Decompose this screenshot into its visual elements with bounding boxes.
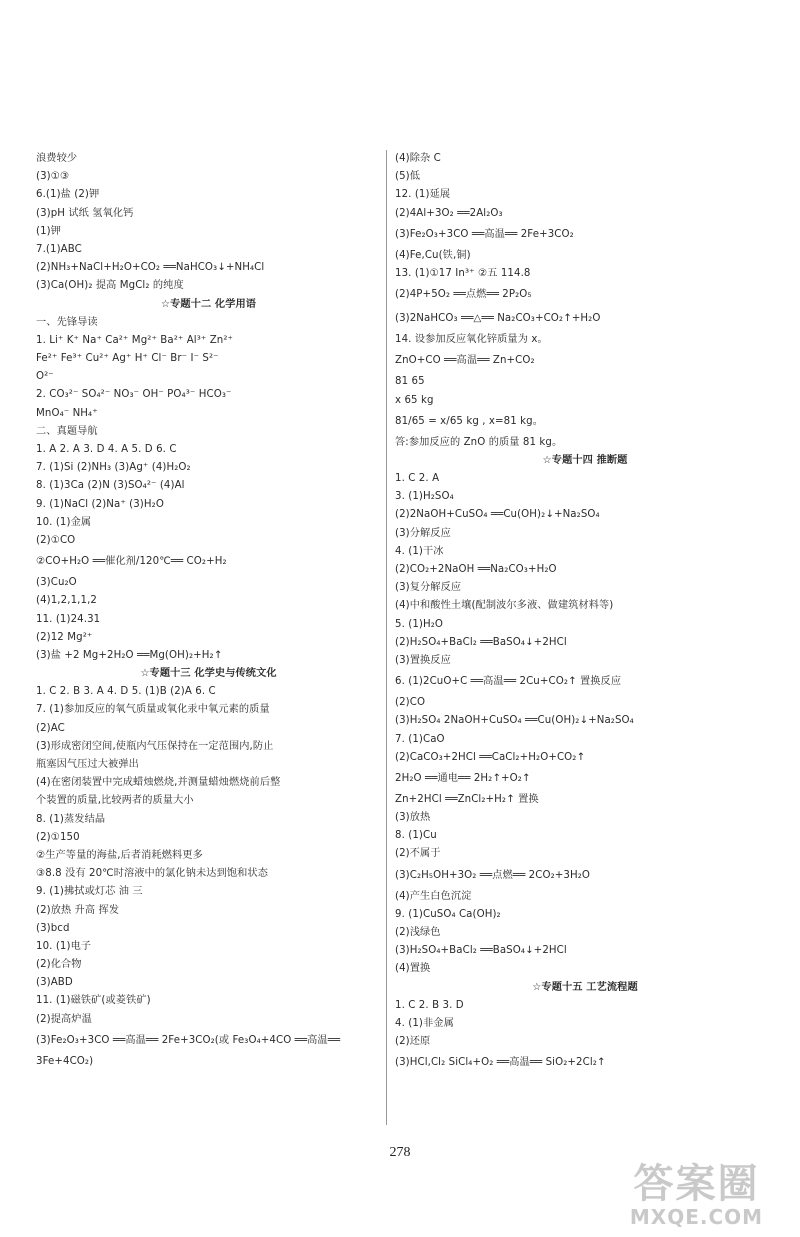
watermark-title: 答案圈 [633, 1161, 760, 1207]
answer-line: (3)分解反应 [395, 527, 451, 539]
answer-line: (3)放热 [395, 812, 431, 824]
answer-line: 1. A 2. A 3. D 4. A 5. D 6. C [36, 444, 177, 455]
answer-line: 9. (1)拂拭或灯芯 油 三 [36, 886, 143, 898]
answer-line: ③8.8 没有 20℃时溶液中的氯化钠未达到饱和状态 [36, 868, 269, 880]
answer-line: 7. (1)参加反应的氧气质量或氧化汞中氧元素的质量 [36, 704, 270, 716]
right-column [395, 150, 775, 1075]
answer-line: 81 65 [395, 376, 425, 388]
answer-line: (3)置换反应 [395, 654, 451, 666]
answer-line: (2)CO [395, 697, 426, 709]
answer-line: (2)提高炉温 [36, 1013, 92, 1025]
answer-line: 4. (1)非金属 [395, 1017, 454, 1029]
answer-line: (4)中和酸性土壤(配制波尔多液、做建筑材料等) [395, 600, 614, 612]
answer-line: (4)置换 [395, 963, 431, 975]
answer-line: (2)AC [36, 722, 65, 734]
answer-line: 8. (1)Cu [395, 830, 437, 842]
answer-line: (3)复分解反应 [395, 582, 462, 594]
section-heading: ☆专题十二 化学用语 [160, 298, 257, 310]
answer-line: 答:参加反应的 ZnO 的质量 81 kg。 [395, 436, 563, 448]
page-number: 278 [389, 1145, 411, 1160]
answer-line: (3)2NaHCO₃ ══△══ Na₂CO₃+CO₂↑+H₂O [395, 313, 601, 325]
answer-line: (4)Fe,Cu(铁,铜) [395, 249, 471, 261]
answer-line: (2)CO₂+2NaOH ══Na₂CO₃+H₂O [395, 564, 557, 575]
answer-line: ②CO+H₂O ══催化剂/120℃══ CO₂+H₂ [36, 556, 227, 568]
answer-line: 二、真题导航 [36, 425, 98, 437]
answer-line: 4. (1)干冰 [395, 545, 444, 557]
answer-line: (2)CaCO₃+2HCl ══CaCl₂+H₂O+CO₂↑ [395, 751, 586, 763]
answer-line: 个装置的质量,比较两者的质量大小 [36, 795, 194, 807]
answer-line: (4)1,2,1,1,2 [36, 595, 97, 607]
answer-line: (2)4P+5O₂ ══点燃══ 2P₂O₅ [395, 289, 532, 301]
answer-line: (3)①③ [36, 171, 70, 183]
answer-line: 3. (1)H₂SO₄ [395, 491, 454, 503]
section-heading: ☆专题十五 工艺流程题 [532, 981, 638, 993]
answer-line: MnO₄⁻ NH₄⁺ [36, 407, 98, 419]
answer-line: 2H₂O ══通电══ 2H₂↑+O₂↑ [395, 772, 531, 784]
answer-line: (2)4Al+3O₂ ══2Al₂O₃ [395, 207, 503, 219]
answer-line: 12. (1)延展 [395, 189, 451, 201]
answer-line: 81/65 = x/65 kg , x=81 kg。 [395, 415, 544, 427]
answer-line: ②生产等量的海盐,后者消耗燃料更多 [36, 849, 203, 861]
answer-line: (2)放热 升高 挥发 [36, 904, 120, 916]
answer-line: (3)盐 +2 Mg+2H₂O ══Mg(OH)₂+H₂↑ [36, 649, 223, 661]
answer-line: Zn+2HCl ══ZnCl₂+H₂↑ 置换 [395, 793, 539, 805]
answer-line: 1. C 2. B 3. A 4. D 5. (1)B (2)A 6. C [36, 686, 216, 698]
answer-line: (4)除杂 C [395, 153, 441, 164]
answer-line: (2)2NaOH+CuSO₄ ══Cu(OH)₂↓+Na₂SO₄ [395, 509, 600, 521]
answer-line: 1. Li⁺ K⁺ Na⁺ Ca²⁺ Mg²⁺ Ba²⁺ Al³⁺ Zn²⁺ [36, 334, 233, 346]
answer-line: (2)浅绿色 [395, 927, 441, 938]
answer-line: (3)ABD [36, 977, 73, 989]
answer-line: 8. (1)蒸发结晶 [36, 813, 106, 825]
answer-line: (3)Fe₂O₃+3CO ══高温══ 2Fe+3CO₂(或 Fe₃O₄+4CO ══高温══ [36, 1034, 341, 1046]
answer-line: (2)H₂SO₄+BaCl₂ ══BaSO₄↓+2HCl [395, 636, 567, 648]
answer-line: 浪费较少 [36, 153, 78, 164]
answer-line: 6.(1)盐 (2)钾 [36, 189, 100, 201]
answer-line: 1. C 2. B 3. D [395, 999, 464, 1011]
answer-line: (5)低 [395, 171, 421, 183]
answer-line: (2)还原 [395, 1036, 431, 1048]
answer-line: 3Fe+4CO₂) [36, 1055, 94, 1067]
answer-line: (2)12 Mg²⁺ [36, 631, 93, 643]
answer-line: x 65 kg [395, 394, 434, 406]
section-heading: ☆专题十三 化学史与传统文化 [140, 668, 277, 680]
answer-line: (3)bcd [36, 922, 70, 934]
answer-line: 7. (1)CaO [395, 733, 445, 745]
answer-line: 1. C 2. A [395, 473, 440, 485]
answer-line: 8. (1)3Ca (2)N (3)SO₄²⁻ (4)Al [36, 480, 185, 492]
answer-line: 13. (1)①17 In³⁺ ②五 114.8 [395, 267, 531, 279]
section-heading: ☆专题十四 推断题 [542, 454, 628, 466]
column-divider [386, 150, 387, 1125]
answer-line: (4)产生白色沉淀 [395, 890, 472, 902]
answer-line: Fe²⁺ Fe³⁺ Cu²⁺ Ag⁺ H⁺ Cl⁻ Br⁻ I⁻ S²⁻ [36, 353, 219, 365]
answer-line: 一、先锋导读 [36, 316, 98, 328]
answer-line: (3)C₂H₅OH+3O₂ ══点燃══ 2CO₂+3H₂O [395, 869, 591, 881]
answer-line: 瓶塞因气压过大被弹出 [36, 759, 139, 770]
answer-line: (3)Ca(OH)₂ 提高 MgCl₂ 的纯度 [36, 280, 184, 292]
answer-line: (2)①150 [36, 831, 80, 843]
answer-line: (3)HCl,Cl₂ SiCl₄+O₂ ══高温══ SiO₂+2Cl₂↑ [395, 1057, 606, 1069]
answer-line: (2)不属于 [395, 848, 441, 860]
answer-line: 9. (1)CuSO₄ Ca(OH)₂ [395, 908, 501, 920]
answer-line: 11. (1)磁铁矿(或菱铁矿) [36, 995, 151, 1007]
answer-line: (3)H₂SO₄ 2NaOH+CuSO₄ ══Cu(OH)₂↓+Na₂SO₄ [395, 715, 634, 727]
answer-line: (2)NH₃+NaCl+H₂O+CO₂ ══NaHCO₃↓+NH₄Cl [36, 262, 265, 274]
answer-line: O²⁻ [36, 371, 54, 383]
answer-line: (2)化合物 [36, 959, 82, 971]
answer-line: 10. (1)电子 [36, 940, 92, 952]
answer-line: 11. (1)24.31 [36, 613, 101, 625]
answer-line: (3)Cu₂O [36, 577, 77, 589]
answer-line: (3)形成密闭空间,使瓶内气压保持在一定范围内,防止 [36, 740, 274, 752]
watermark-logo [609, 1162, 784, 1230]
answer-line: (3)H₂SO₄+BaCl₂ ══BaSO₄↓+2HCl [395, 945, 567, 957]
answer-line: (1)钾 [36, 225, 62, 237]
answer-line: 14. 设参加反应氧化锌质量为 x。 [395, 334, 548, 346]
left-column [36, 150, 381, 1071]
answer-line: 5. (1)H₂O [395, 618, 444, 630]
answer-line: (3)Fe₂O₃+3CO ══高温══ 2Fe+3CO₂ [395, 228, 574, 240]
answer-line: 7. (1)Si (2)NH₃ (3)Ag⁺ (4)H₂O₂ [36, 462, 191, 474]
answer-line: (3)pH 试纸 氢氧化钙 [36, 207, 134, 219]
answer-line: 10. (1)金属 [36, 516, 92, 528]
watermark-url: MXQE.COM [629, 1205, 764, 1229]
answer-line: ZnO+CO ══高温══ Zn+CO₂ [395, 355, 535, 367]
answer-line: 9. (1)NaCl (2)Na⁺ (3)H₂O [36, 498, 164, 510]
answer-line: (2)①CO [36, 534, 76, 546]
answer-line: 6. (1)2CuO+C ══高温══ 2Cu+CO₂↑ 置换反应 [395, 676, 622, 688]
answer-line: 7.(1)ABC [36, 243, 82, 255]
answer-line: (4)在密闭装置中完成蜡烛燃烧,并测量蜡烛燃烧前后整 [36, 777, 281, 789]
answer-line: 2. CO₃²⁻ SO₄²⁻ NO₃⁻ OH⁻ PO₄³⁻ HCO₃⁻ [36, 389, 232, 401]
